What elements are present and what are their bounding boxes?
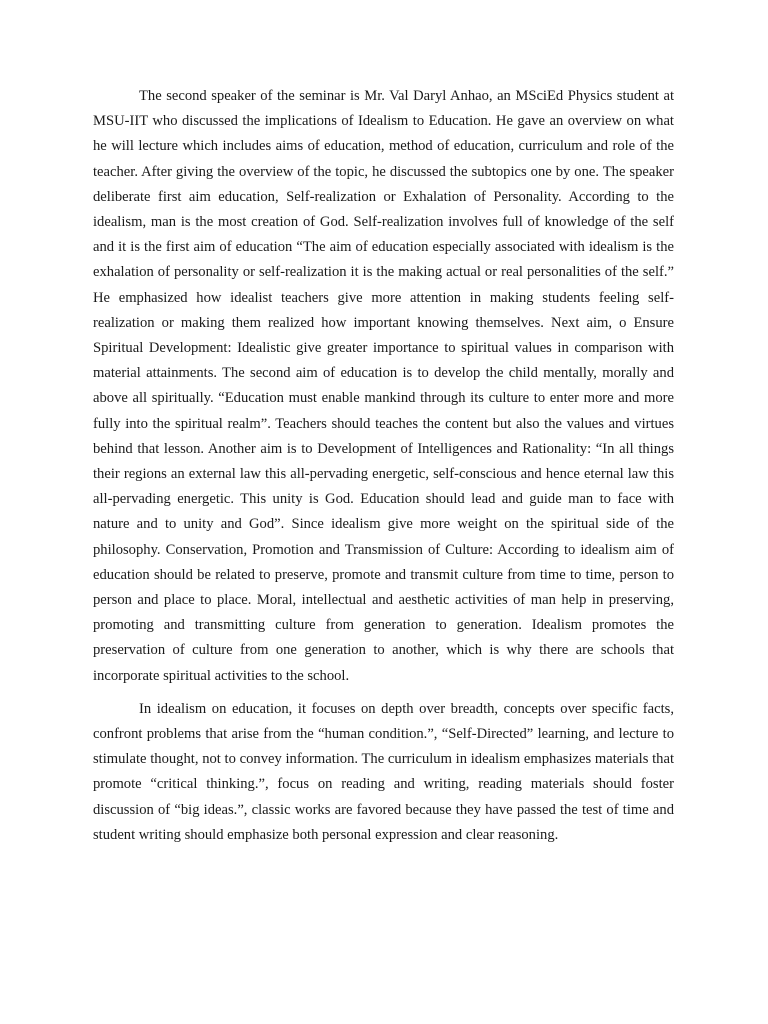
document-body: [93, 84, 674, 848]
paragraph-idealism-curriculum: In idealism on education, it focuses on depth over breadth, concepts over specific facts, confront problems that arise from the “human condition.”, “Self-Directed” learning, and lecture to stimulate thought, not to convey information. The curriculum in idealism emphasizes materials that promote “critical thinking.”, focus on reading and writing, reading materials should foster discussion of “big ideas.”, classic works are favored because they have passed the test of time and student writing should emphasize both personal expression and clear reasoning.: [93, 700, 674, 843]
paragraph-seminar-speaker: The second speaker of the seminar is Mr. Val Daryl Anhao, an MSciEd Physics student at MSU-IIT who discussed the implications of Idealism to Education. He gave an overview on what he will lecture which includes aims of education, method of education, curriculum and role of the teacher. After giving the overview of the topic, he discussed the subtopics one by one. The speaker deliberate first aim education, Self-realization or Exhalation of Personality. According to the idealism, man is the most creation of God. Self-realization involves full of knowledge of the self and it is the first aim of education “The aim of education especially associated with idealism is the exhalation of personality or self-realization it is the making actual or real personalities of the self.” He emphasized how idealist teachers give more attention in making students feeling self-realization or making them realized how important knowing themselves. Next aim, o Ensure Spiritual Development: Idealistic give greater importance to spiritual values in comparison with material attainments. The second aim of education is to develop the child mentally, morally and above all spiritually. “Education must enable mankind through its culture to enter more and more fully into the spiritual realm”. Teachers should teaches the content but also the values and virtues behind that lesson. Another aim is to Development of Intelligences and Rationality: “In all things their regions an external law this all-pervading energetic, self-conscious and hence eternal law this all-pervading energetic. This unity is God. Education should lead and guide man to face with nature and to unity and God”. Since idealism give more weight on the spiritual side of the philosophy. Conservation, Promotion and Transmission of Culture: According to idealism aim of education should be related to preserve, promote and transmit culture from time to time, person to person and place to place. Moral, intellectual and aesthetic activities of man help in preserving, promoting and transmitting culture from generation to generation. Idealism promotes the preservation of culture from one generation to another, which is why there are schools that incorporate spiritual activities to the school.: [93, 88, 674, 684]
